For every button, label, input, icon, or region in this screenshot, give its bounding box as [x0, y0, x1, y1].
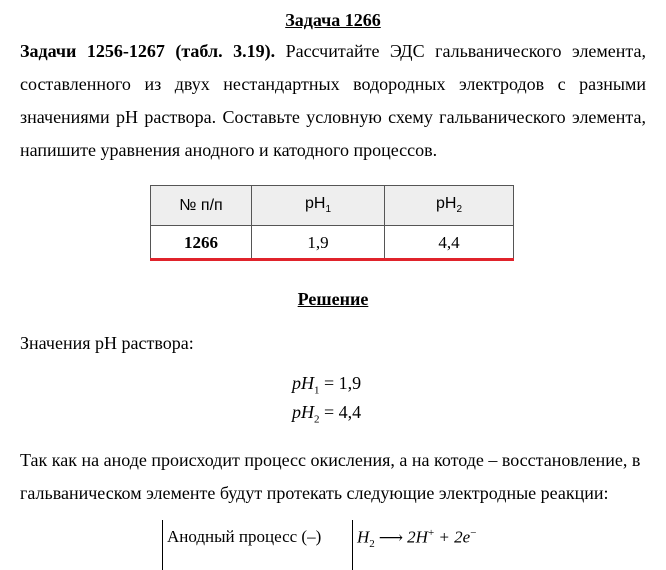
task-title: Задача 1266	[285, 10, 381, 30]
reaction-explanation: Так как на аноде происходит процесс окисления, а на котоде – восстановление, в гальваническом элементе будут протекать следующие электродные реакции:	[20, 450, 641, 503]
task-text: Рассчитайте ЭДС гальванического элемента, составленного из двух нестандартных водородных электродов с разными значениями pH раствора. Составьте условную схему гальванического элемента, напишите уравнения анодного и катодного процессов.	[20, 41, 646, 160]
equation-ph1: $pH_1 = 1,9$	[292, 373, 362, 397]
table-row	[151, 226, 514, 260]
equation-ph2: $pH_2 = 4,4$	[292, 402, 362, 426]
task-range-label: Задачи 1256-1267 (табл. 3.19).	[20, 41, 276, 61]
anode-reaction: $H_2$ ⟶ 2H+ + 2e−	[357, 527, 477, 551]
table-header-row	[151, 186, 514, 226]
ph-intro-text: Значения pH раствора:	[20, 333, 194, 353]
task-description	[20, 35, 646, 167]
data-table	[150, 185, 514, 260]
cell-ph2: 4,4	[385, 226, 514, 260]
cell-ph1: 1,9	[252, 226, 385, 260]
scheme-divider	[352, 520, 353, 570]
header-number: № п/п	[151, 186, 252, 226]
header-ph1: $pH_1$	[252, 186, 385, 226]
solution-heading: Решение	[297, 289, 369, 309]
reaction-arrow-icon: ⟶	[378, 527, 404, 547]
table-highlight-underline	[150, 258, 514, 261]
header-ph2: $pH_2$	[385, 186, 514, 226]
anode-process-label: Анодный процесс (–)	[167, 527, 322, 546]
cell-number: 1266	[151, 226, 252, 260]
scheme-left-border	[162, 520, 163, 570]
